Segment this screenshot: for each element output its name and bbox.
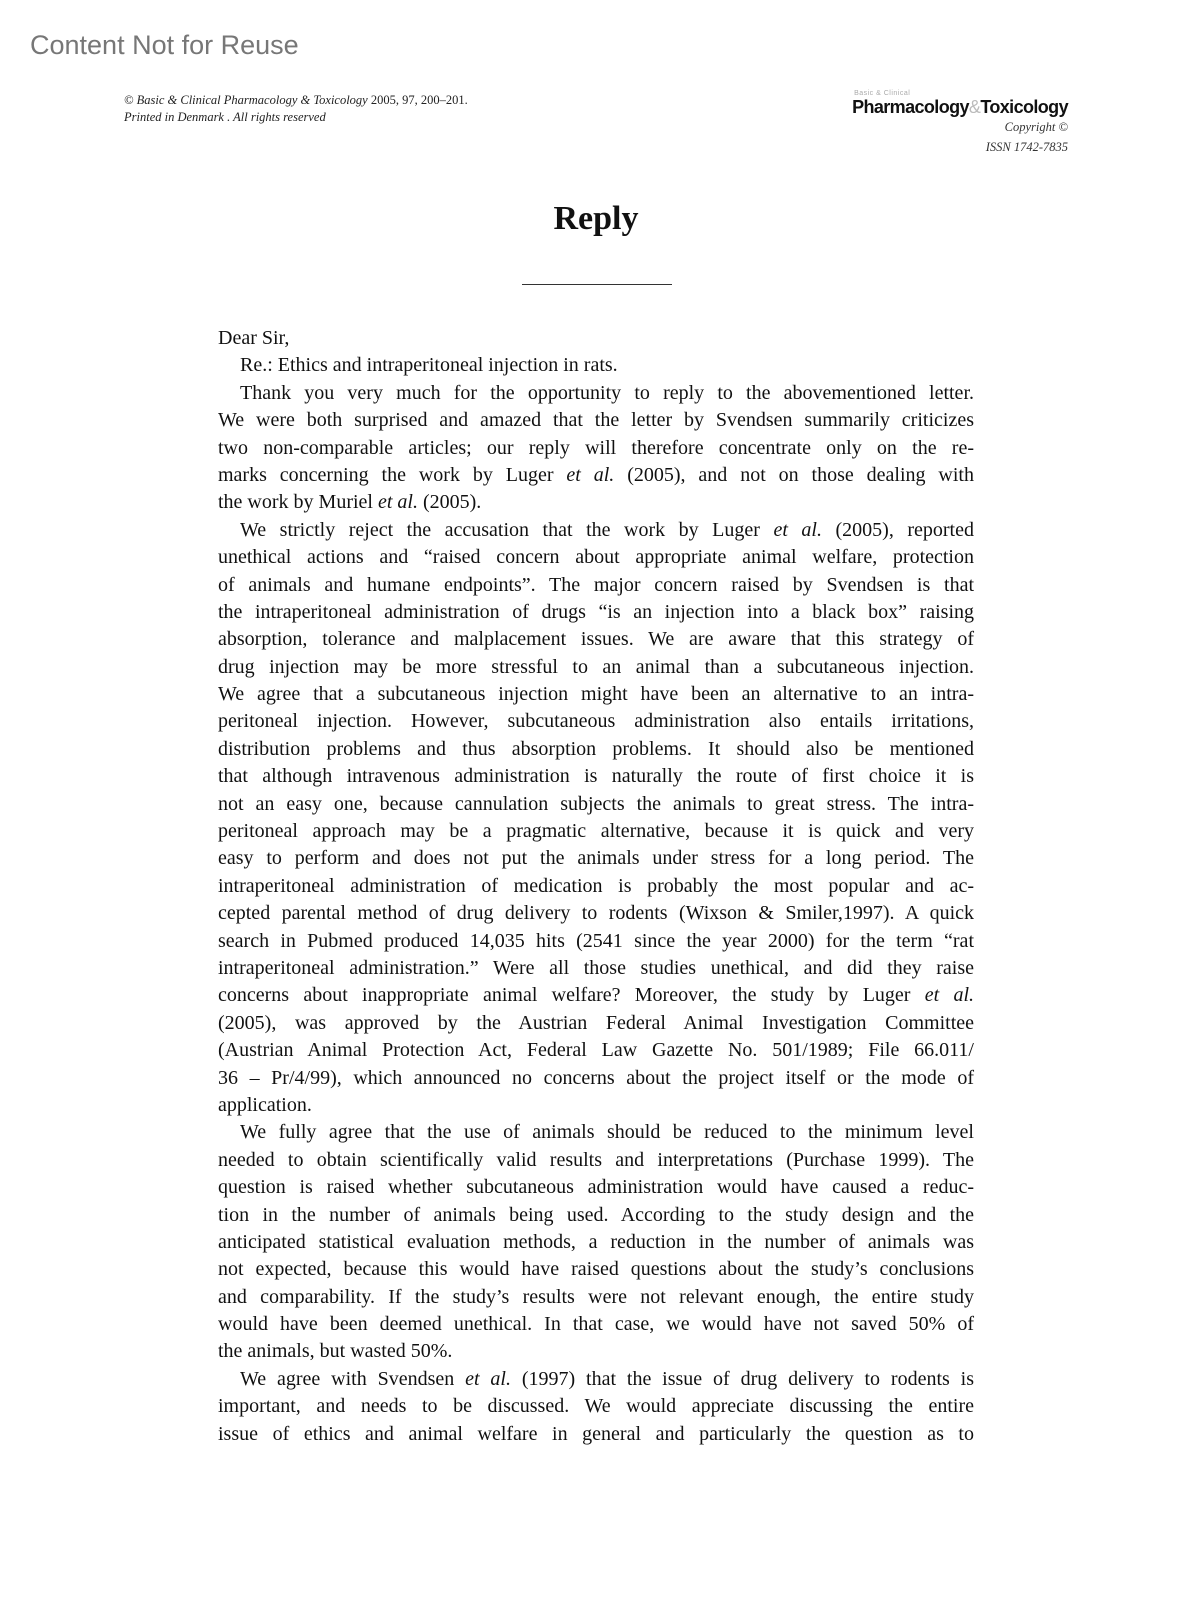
text-line: intraperitoneal administration.” Were all those studies unethical, and did they raise bbox=[218, 956, 974, 979]
text-line: (Austrian Animal Protection Act, Federal Law Gazette No. 501/1989; File 66.011/ bbox=[218, 1039, 974, 1062]
letter-body bbox=[218, 325, 974, 1448]
text-line: distribution problems and thus absorption problems. It should also be mentioned bbox=[218, 737, 974, 760]
issn-text: ISSN 1742-7835 bbox=[985, 140, 1068, 154]
copyright-text: Copyright © bbox=[1004, 120, 1068, 134]
journal-logo-subtitle: Basic & Clinical bbox=[854, 90, 911, 97]
text-line: that although intravenous administration is naturally the route of first choice it is bbox=[218, 765, 974, 788]
text-line: question is raised whether subcutaneous administration would have caused a reduc- bbox=[218, 1176, 974, 1199]
text-line: intraperitoneal administration of medication is probably the most popular and ac- bbox=[218, 874, 974, 897]
text-line: concerns about inappropriate animal welfare? Moreover, the study by Luger et al. bbox=[218, 984, 975, 1007]
text-line: We agree that a subcutaneous injection might have been an alternative to an intra- bbox=[218, 683, 974, 706]
paragraph bbox=[218, 1119, 974, 1366]
text-line: We agree with Svendsen et al. (1997) that the issue of drug delivery to rodents is bbox=[240, 1367, 974, 1390]
paragraph bbox=[218, 325, 974, 352]
rights-text: Printed in Denmark . All rights reserved bbox=[124, 110, 326, 124]
text-line: issue of ethics and animal welfare in general and particularly the question as to bbox=[218, 1422, 974, 1445]
text-line: would have been deemed unethical. In that case, we would have not saved 50% of bbox=[218, 1313, 974, 1336]
text-line: peritoneal injection. However, subcutaneous administration also entails irritations, bbox=[218, 710, 974, 733]
text-line: Re.: Ethics and intraperitoneal injection in rats. bbox=[240, 354, 618, 377]
rights-line bbox=[124, 109, 468, 126]
text-line: the intraperitoneal administration of drugs “is an injection into a black box” raising bbox=[218, 600, 974, 623]
watermark: Content Not for Reuse bbox=[30, 30, 299, 60]
journal-logo-a: Pharmacology bbox=[852, 97, 969, 117]
paragraph bbox=[218, 1366, 974, 1448]
journal-logo bbox=[852, 97, 1068, 117]
text-line: anticipated statistical evaluation methods, a reduction in the number of animals was bbox=[218, 1230, 974, 1253]
paragraph bbox=[218, 380, 974, 517]
journal-logo-b: Toxicology bbox=[980, 97, 1068, 117]
journal-logo-block bbox=[852, 90, 1068, 157]
text-line: 36 – Pr/4/99), which announced no concerns about the project itself or the mode of bbox=[218, 1066, 974, 1089]
text-line: needed to obtain scientifically valid results and interpretations (Purchase 1999). The bbox=[218, 1148, 974, 1171]
et-al-italic: et al. bbox=[924, 984, 975, 1007]
page-title: Reply bbox=[553, 200, 639, 237]
text-line: the work by Muriel et al. (2005). bbox=[218, 491, 482, 514]
text-line: application. bbox=[218, 1093, 312, 1116]
et-al-italic: et al. bbox=[566, 463, 615, 486]
text-line: We fully agree that the use of animals should be reduced to the minimum level bbox=[240, 1121, 974, 1144]
text-line: marks concerning the work by Luger et al. (2005), and not on those dealing with bbox=[218, 463, 974, 486]
text-line: of animals and humane endpoints”. The major concern raised by Svendsen is that bbox=[218, 573, 974, 596]
text-line: drug injection may be more stressful to an animal than a subcutaneous injection. bbox=[218, 655, 974, 678]
text-line: absorption, tolerance and malplacement issues. We are aware that this strategy of bbox=[218, 628, 974, 651]
journal-title: © Basic & Clinical Pharmacology & Toxicology bbox=[124, 93, 368, 107]
text-line: search in Pubmed produced 14,035 hits (2541 since the year 2000) for the term “rat bbox=[218, 929, 974, 952]
citation-line bbox=[124, 92, 468, 109]
text-line: and comparability. If the study’s results were not relevant enough, the entire study bbox=[218, 1285, 974, 1308]
text-line: Thank you very much for the opportunity to reply to the abovementioned letter. bbox=[240, 381, 974, 404]
paragraph bbox=[218, 517, 974, 1120]
text-line: peritoneal approach may be a pragmatic alternative, because it is quick and very bbox=[218, 820, 974, 843]
text-line: not an easy one, because cannulation subjects the animals to great stress. The intra- bbox=[218, 792, 974, 815]
text-line: the animals, but wasted 50%. bbox=[218, 1340, 453, 1363]
text-line: We strictly reject the accusation that the work by Luger et al. (2005), reported bbox=[240, 518, 974, 541]
text-line: unethical actions and “raised concern about appropriate animal welfare, protection bbox=[218, 546, 974, 569]
text-line: cepted parental method of drug delivery to rodents (Wixson & Smiler,1997). A quick bbox=[218, 902, 974, 925]
journal-logo-amp: & bbox=[968, 97, 981, 117]
text-line: easy to perform and does not put the animals under stress for a long period. The bbox=[218, 847, 974, 870]
citation-volume: 2005, 97, 200–201. bbox=[367, 93, 468, 107]
text-line: Dear Sir, bbox=[218, 327, 290, 349]
citation-header bbox=[124, 92, 468, 126]
et-al-italic: et al. bbox=[773, 518, 822, 541]
title-divider bbox=[522, 284, 672, 285]
et-al-italic: et al. bbox=[465, 1367, 511, 1390]
text-line: (2005), was approved by the Austrian Federal Animal Investigation Committee bbox=[218, 1011, 974, 1034]
paragraph bbox=[218, 352, 974, 379]
text-line: tion in the number of animals being used. According to the study design and the bbox=[218, 1203, 974, 1226]
text-line: important, and needs to be discussed. We would appreciate discussing the entire bbox=[218, 1395, 974, 1418]
text-line: not expected, because this would have raised questions about the study’s conclusions bbox=[218, 1258, 974, 1281]
text-line: two non-comparable articles; our reply will therefore concentrate only on the re- bbox=[218, 436, 974, 459]
text-line: We were both surprised and amazed that the letter by Svendsen summarily criticizes bbox=[218, 409, 974, 432]
et-al-italic: et al. bbox=[377, 491, 418, 514]
